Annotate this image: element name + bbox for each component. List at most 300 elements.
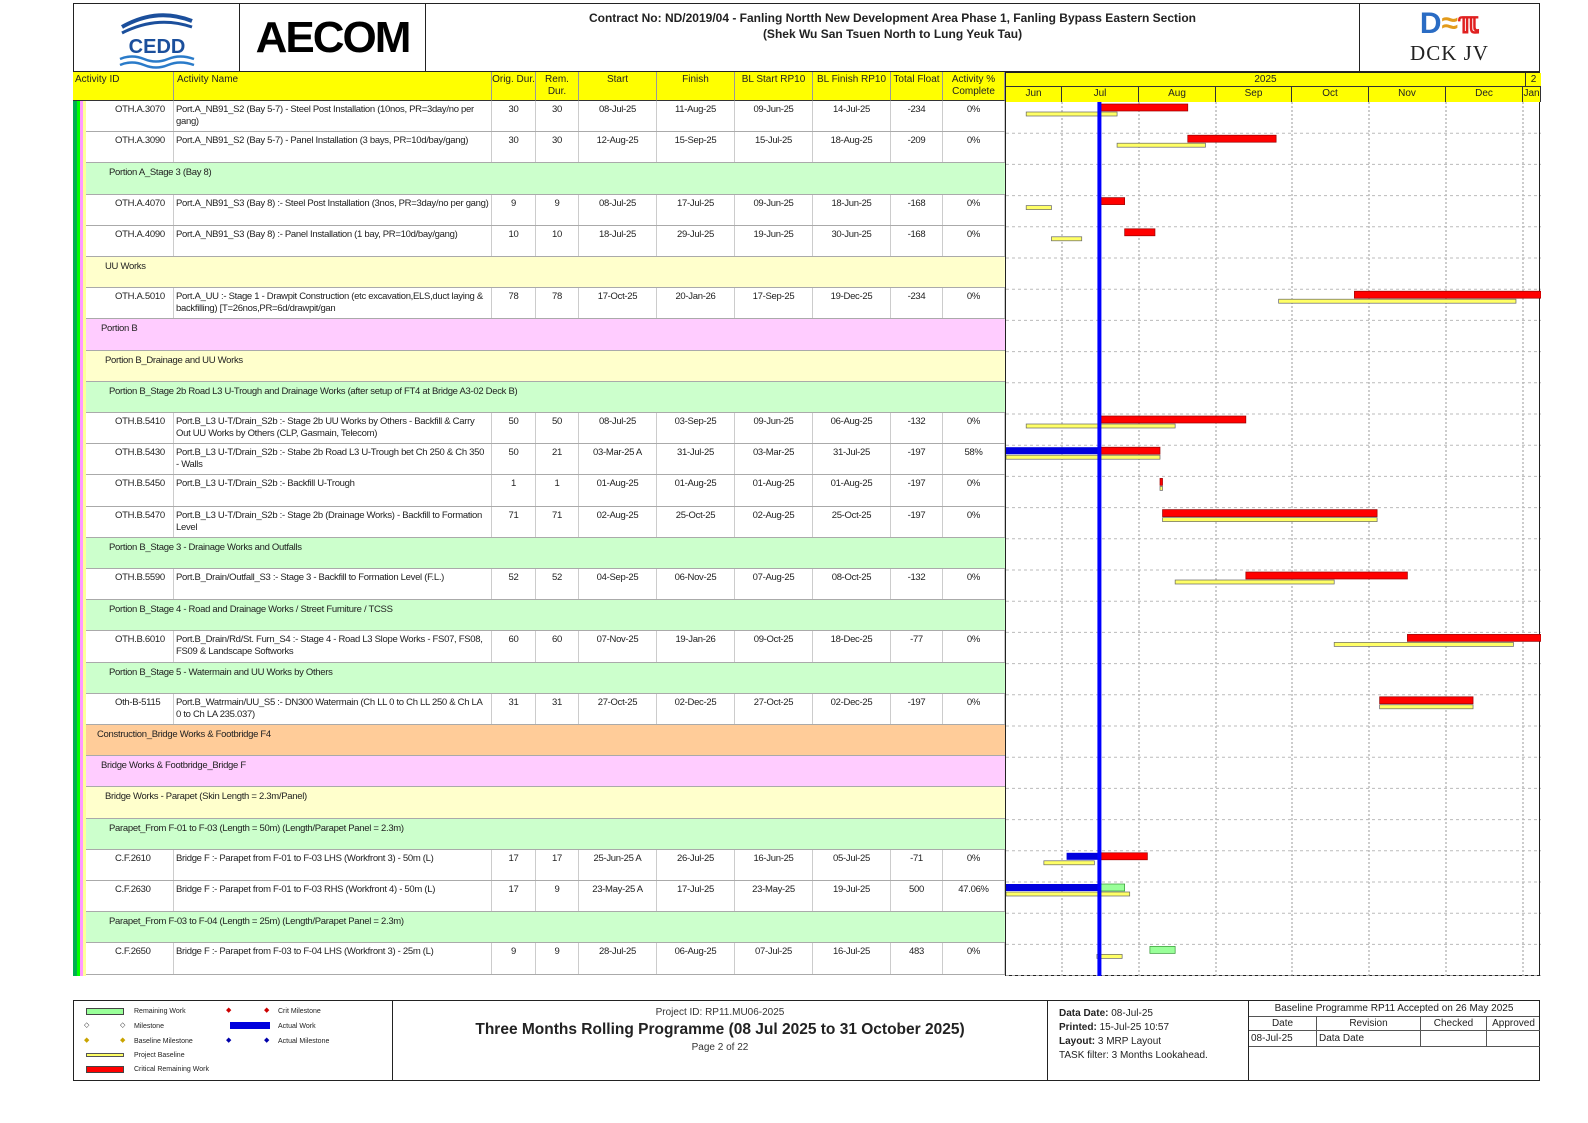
crit-milestone-icon: ◆ <box>264 1007 270 1014</box>
year-next-header: 2 <box>1526 73 1541 87</box>
activity-name: Port.B_Drain/Rd/St. Furn_S4 :- Stage 4 - Road L3 Slope Works - FS07, FS08, FS09 & Landscape Softworks <box>174 631 492 661</box>
total-float: -168 <box>891 195 943 225</box>
finish-date: 01-Aug-25 <box>657 475 735 505</box>
col-bl-finish[interactable]: BL Finish RP10 <box>813 72 891 101</box>
baseline-bar <box>1163 518 1378 522</box>
pct-complete: 0% <box>943 413 1005 443</box>
remaining-bar <box>1099 884 1124 891</box>
col-total-float[interactable]: Total Float <box>891 72 943 101</box>
bl-finish: 18-Dec-25 <box>813 631 891 661</box>
bl-start: 07-Aug-25 <box>735 569 813 599</box>
baseline-note: Baseline Programme RP11 Accepted on 26 May 2025 <box>1249 1001 1539 1017</box>
critical-remaining-bar <box>1099 198 1124 205</box>
programme-title: Three Months Rolling Programme (08 Jul 2025 to 31 October 2025) <box>475 1021 965 1038</box>
critical-remaining-bar <box>1125 229 1155 236</box>
data-date-line <box>1097 102 1101 976</box>
wbs-group-label: Portion A_Stage 3 (Bay 8) <box>109 167 212 179</box>
activity-row[interactable] <box>73 195 1005 226</box>
legend-baseline-label: Project Baseline <box>134 1052 185 1059</box>
pct-complete: 0% <box>943 195 1005 225</box>
pct-complete: 47.06% <box>943 881 1005 911</box>
bl-start: 03-Mar-25 <box>735 444 813 474</box>
rev-checked <box>1421 1031 1487 1047</box>
wbs-group-row[interactable] <box>73 257 1005 288</box>
total-float: -197 <box>891 475 943 505</box>
orig-dur: 10 <box>492 226 536 256</box>
activity-row[interactable] <box>73 132 1005 163</box>
pct-complete: 0% <box>943 569 1005 599</box>
total-float: 483 <box>891 943 943 973</box>
wbs-group-row[interactable] <box>73 912 1005 943</box>
total-float: -209 <box>891 132 943 162</box>
footer-title-block <box>393 1001 1048 1080</box>
rev-col-approved: Approved <box>1492 1018 1535 1029</box>
start-date: 08-Jul-25 <box>579 101 657 131</box>
data-date-label: Data Date: <box>1059 1008 1109 1019</box>
bl-start: 17-Sep-25 <box>735 288 813 318</box>
bl-start: 09-Oct-25 <box>735 631 813 661</box>
wbs-group-label: Portion B_Stage 2b Road L3 U-Trough and Drainage Works (after setup of FT4 at Bridge A3-02 Deck B) <box>109 385 518 397</box>
bl-start: 23-May-25 <box>735 881 813 911</box>
bl-finish: 16-Jul-25 <box>813 943 891 973</box>
bl-finish: 19-Dec-25 <box>813 288 891 318</box>
bl-finish: 14-Jul-25 <box>813 101 891 131</box>
rem-dur: 17 <box>536 850 579 880</box>
baseline-bar <box>1006 892 1130 896</box>
bl-start: 19-Jun-25 <box>735 226 813 256</box>
activity-name: Port.B_Drain/Outfall_S3 :- Stage 3 - Backfill to Formation Level (F.L.) <box>174 569 492 599</box>
bl-start: 07-Jul-25 <box>735 943 813 973</box>
printed-value: 15-Jul-25 10:57 <box>1099 1022 1170 1033</box>
rem-dur: 9 <box>536 943 579 973</box>
start-date: 25-Jun-25 A <box>579 850 657 880</box>
start-date: 08-Jul-25 <box>579 195 657 225</box>
orig-dur: 30 <box>492 101 536 131</box>
activity-row[interactable] <box>73 507 1005 538</box>
activity-row[interactable] <box>73 569 1005 600</box>
orig-dur: 17 <box>492 881 536 911</box>
total-float: -197 <box>891 444 943 474</box>
month-header: Jun <box>1006 87 1062 102</box>
pct-complete: 0% <box>943 132 1005 162</box>
start-date: 01-Aug-25 <box>579 475 657 505</box>
pct-complete: 0% <box>943 694 1005 724</box>
col-pct-complete[interactable]: Activity % Complete <box>943 72 1005 101</box>
rem-dur: 30 <box>536 132 579 162</box>
dck-logo-text: DCK JV <box>1410 41 1489 65</box>
finish-date: 17-Jul-25 <box>657 195 735 225</box>
baseline-bar <box>1026 112 1117 116</box>
pct-complete: 0% <box>943 850 1005 880</box>
month-header: Dec <box>1446 87 1523 102</box>
wbs-group-row[interactable] <box>73 538 1005 569</box>
activity-name: Port.B_L3 U-T/Drain_S2b :- Stabe 2b Road L3 U-Trough bet Ch 250 & Ch 350 - Walls <box>174 444 492 474</box>
legend-actual-label: Actual Work <box>278 1023 316 1030</box>
critical-remaining-bar <box>1188 135 1276 142</box>
rem-dur: 10 <box>536 226 579 256</box>
start-date: 04-Sep-25 <box>579 569 657 599</box>
bl-start: 01-Aug-25 <box>735 475 813 505</box>
pct-complete: 58% <box>943 444 1005 474</box>
total-float: -197 <box>891 507 943 537</box>
wbs-group-row[interactable] <box>73 351 1005 382</box>
printed-label: Printed: <box>1059 1022 1097 1033</box>
total-float: 500 <box>891 881 943 911</box>
critical-remaining-bar <box>1354 291 1541 298</box>
actual-bar <box>1006 447 1099 454</box>
legend-crit-milestone-label: Crit Milestone <box>278 1008 321 1015</box>
data-date-value: 08-Jul-25 <box>1111 1008 1153 1019</box>
wbs-group-row[interactable] <box>73 382 1005 413</box>
critical-remaining-bar <box>1099 104 1187 111</box>
legend-critical-label: Critical Remaining Work <box>134 1066 209 1073</box>
bl-finish: 01-Aug-25 <box>813 475 891 505</box>
month-header: Nov <box>1369 87 1446 102</box>
total-float: -77 <box>891 631 943 661</box>
finish-date: 15-Sep-25 <box>657 132 735 162</box>
activity-name: Port.B_L3 U-T/Drain_S2b :- Backfill U-Trough <box>174 475 492 505</box>
activity-id: OTH.A.5010 <box>73 288 174 318</box>
print-info <box>1059 1007 1249 1063</box>
rev-col-checked: Checked <box>1421 1017 1487 1031</box>
orig-dur: 1 <box>492 475 536 505</box>
orig-dur: 9 <box>492 195 536 225</box>
activity-id: C.F.2630 <box>73 881 174 911</box>
pct-complete: 0% <box>943 288 1005 318</box>
activity-id: OTH.B.5410 <box>73 413 174 443</box>
orig-dur: 9 <box>492 943 536 973</box>
activity-row[interactable] <box>73 444 1005 475</box>
activity-id: C.F.2610 <box>73 850 174 880</box>
finish-date: 20-Jan-26 <box>657 288 735 318</box>
pct-complete: 0% <box>943 101 1005 131</box>
wbs-group-label: Portion B_Drainage and UU Works <box>105 354 243 366</box>
activity-row[interactable] <box>73 413 1005 444</box>
activity-name: Port.A_NB91_S3 (Bay 8) :- Steel Post Installation (3nos, PR=3day/no per gang) <box>174 195 492 225</box>
baseline-bar <box>1044 861 1094 865</box>
rev-approved <box>1487 1031 1540 1047</box>
activity-table <box>73 72 1005 976</box>
wbs-group-label: Bridge Works & Footbridge_Bridge F <box>101 760 246 772</box>
month-header: Sep <box>1216 87 1292 102</box>
bl-finish: 06-Aug-25 <box>813 413 891 443</box>
revision-header <box>1249 1017 1540 1031</box>
wbs-group-row[interactable] <box>73 600 1005 631</box>
activity-row[interactable] <box>73 101 1005 132</box>
wbs-group-row[interactable] <box>73 725 1005 756</box>
activity-id: OTH.B.6010 <box>73 631 174 661</box>
wbs-group-row[interactable] <box>73 787 1005 818</box>
bl-start: 27-Oct-25 <box>735 694 813 724</box>
activity-id: OTH.B.5470 <box>73 507 174 537</box>
orig-dur: 30 <box>492 132 536 162</box>
wbs-group-row[interactable] <box>73 163 1005 194</box>
bl-start: 09-Jun-25 <box>735 413 813 443</box>
activity-name: Bridge F :- Parapet from F-01 to F-03 RHS (Workfront 4) - 50m (L) <box>174 881 492 911</box>
rev-revision: Data Date <box>1319 1031 1421 1047</box>
bl-finish: 18-Aug-25 <box>813 132 891 162</box>
legend-baseline-swatch <box>86 1053 124 1057</box>
start-date: 28-Jul-25 <box>579 943 657 973</box>
activity-id: OTH.A.3070 <box>73 101 174 131</box>
start-date: 02-Aug-25 <box>579 507 657 537</box>
total-float: -71 <box>891 850 943 880</box>
baseline-bar <box>1117 143 1205 147</box>
actual-milestone-icon: ◆ <box>226 1037 232 1044</box>
critical-remaining-bar <box>1163 510 1378 517</box>
orig-dur: 50 <box>492 413 536 443</box>
legend <box>74 1001 393 1080</box>
finish-date: 02-Dec-25 <box>657 694 735 724</box>
rem-dur: 31 <box>536 694 579 724</box>
bl-start: 09-Jun-25 <box>735 195 813 225</box>
dck-marks-icon: D≈ℼ <box>1419 7 1480 40</box>
revision-row <box>1249 1031 1540 1047</box>
finish-date: 17-Jul-25 <box>657 881 735 911</box>
activity-name: Port.B_L3 U-T/Drain_S2b :- Stage 2b (Drainage Works) - Backfill to Formation Level <box>174 507 492 537</box>
finish-date: 19-Jan-26 <box>657 631 735 661</box>
orig-dur: 60 <box>492 631 536 661</box>
rem-dur: 60 <box>536 631 579 661</box>
wbs-group-label: Bridge Works - Parapet (Skin Length = 2.3m/Panel) <box>105 791 307 803</box>
rem-dur: 50 <box>536 413 579 443</box>
aecom-logo: AECOM <box>240 4 426 71</box>
col-rem-dur[interactable]: Rem. Dur. <box>536 72 579 101</box>
activity-row[interactable] <box>73 475 1005 506</box>
wbs-group-label: UU Works <box>105 261 146 272</box>
year-header: 2025 <box>1006 73 1526 87</box>
activity-row[interactable] <box>73 881 1005 912</box>
critical-remaining-bar <box>1099 853 1147 860</box>
title-line-2: (Shek Wu San Tsuen North to Lung Yeuk Tau) <box>762 27 1023 41</box>
activity-id: Oth-B-5115 <box>73 694 174 724</box>
gantt-chart <box>1005 72 1540 976</box>
wbs-group-label: Parapet_From F-03 to F-04 (Length = 25m) (Length/Parapet Panel = 2.3m) <box>109 916 404 928</box>
bl-finish: 25-Oct-25 <box>813 507 891 537</box>
pct-complete: 0% <box>943 475 1005 505</box>
start-date: 03-Mar-25 A <box>579 444 657 474</box>
activity-id: C.F.2650 <box>73 943 174 973</box>
baseline-bar <box>1279 299 1516 303</box>
finish-date: 11-Aug-25 <box>657 101 735 131</box>
wbs-color-bands <box>73 101 86 976</box>
col-finish[interactable]: Finish <box>657 72 735 101</box>
col-activity-id[interactable]: Activity ID <box>73 72 174 101</box>
activity-row[interactable] <box>73 631 1005 662</box>
activity-row[interactable] <box>73 226 1005 257</box>
month-header: Oct <box>1292 87 1369 102</box>
start-date: 08-Jul-25 <box>579 413 657 443</box>
rem-dur: 9 <box>536 881 579 911</box>
report-header <box>73 3 1540 72</box>
activity-id: OTH.A.3090 <box>73 132 174 162</box>
orig-dur: 50 <box>492 444 536 474</box>
actual-bar <box>1006 884 1099 891</box>
rev-col-revision: Revision <box>1317 1017 1421 1031</box>
finish-date: 06-Aug-25 <box>657 943 735 973</box>
bl-finish: 19-Jul-25 <box>813 881 891 911</box>
baseline-bar <box>1006 455 1160 459</box>
rem-dur: 78 <box>536 288 579 318</box>
rev-col-date: Date <box>1249 1017 1317 1031</box>
bl-finish: 31-Jul-25 <box>813 444 891 474</box>
rem-dur: 52 <box>536 569 579 599</box>
start-date: 27-Oct-25 <box>579 694 657 724</box>
cedd-logo-text: CEDD <box>128 36 185 58</box>
rem-dur: 30 <box>536 101 579 131</box>
rem-dur: 9 <box>536 195 579 225</box>
rem-dur: 1 <box>536 475 579 505</box>
activity-row[interactable] <box>73 694 1005 725</box>
critical-remaining-bar <box>1099 447 1160 454</box>
baseline-milestone-icon: ◆ <box>84 1037 90 1044</box>
milestone-icon: ◇ <box>120 1022 126 1029</box>
orig-dur: 78 <box>492 288 536 318</box>
total-float: -197 <box>891 694 943 724</box>
legend-critical-swatch <box>86 1066 124 1073</box>
layout-label: Layout: <box>1059 1036 1096 1047</box>
pct-complete: 0% <box>943 507 1005 537</box>
activity-id: OTH.B.5450 <box>73 475 174 505</box>
wbs-group-row[interactable] <box>73 663 1005 694</box>
wbs-group-label: Parapet_From F-01 to F-03 (Length = 50m) (Length/Parapet Panel = 2.3m) <box>109 822 404 834</box>
activity-id: OTH.A.4090 <box>73 226 174 256</box>
bl-finish: 02-Dec-25 <box>813 694 891 724</box>
total-float: -168 <box>891 226 943 256</box>
remaining-bar <box>1150 946 1175 953</box>
total-float: -234 <box>891 101 943 131</box>
finish-date: 25-Oct-25 <box>657 507 735 537</box>
legend-actual-milestone-label: Actual Milestone <box>278 1038 330 1045</box>
month-header: Aug <box>1139 87 1216 102</box>
wbs-group-row[interactable] <box>73 319 1005 350</box>
finish-date: 06-Nov-25 <box>657 569 735 599</box>
critical-remaining-bar <box>1160 478 1163 485</box>
critical-remaining-bar <box>1246 572 1408 579</box>
col-activity-name[interactable]: Activity Name <box>174 72 492 101</box>
start-date: 12-Aug-25 <box>579 132 657 162</box>
pct-complete: 0% <box>943 631 1005 661</box>
finish-date: 29-Jul-25 <box>657 226 735 256</box>
legend-remaining-swatch <box>86 1008 124 1015</box>
wbs-group-row[interactable] <box>73 819 1005 850</box>
crit-milestone-icon: ◆ <box>226 1007 232 1014</box>
bl-finish: 08-Oct-25 <box>813 569 891 599</box>
col-bl-start[interactable]: BL Start RP10 <box>735 72 813 101</box>
task-filter: TASK filter: 3 Months Lookahead. <box>1059 1050 1208 1061</box>
cedd-logo <box>74 4 240 71</box>
finish-date: 31-Jul-25 <box>657 444 735 474</box>
baseline-bar <box>1175 580 1334 584</box>
rev-date: 08-Jul-25 <box>1251 1031 1317 1047</box>
orig-dur: 71 <box>492 507 536 537</box>
baseline-bar <box>1026 206 1051 210</box>
activity-id: OTH.A.4070 <box>73 195 174 225</box>
wbs-group-label: Portion B_Stage 5 - Watermain and UU Works by Others <box>109 666 333 678</box>
start-date: 23-May-25 A <box>579 881 657 911</box>
baseline-bar <box>1160 486 1163 490</box>
activity-row[interactable] <box>73 943 1005 974</box>
actual-milestone-icon: ◆ <box>264 1037 270 1044</box>
rem-dur: 21 <box>536 444 579 474</box>
total-float: -234 <box>891 288 943 318</box>
activity-id: OTH.B.5430 <box>73 444 174 474</box>
critical-remaining-bar <box>1407 634 1541 641</box>
activity-name: Port.B_L3 U-T/Drain_S2b :- Stage 2b UU Works by Others - Backfill & Carry Out UU Works by Others (CLP, Gasmain, Telecom) <box>174 413 492 443</box>
cedd-wave-icon <box>112 9 202 71</box>
title-line-1: Contract No: ND/2019/04 - Fanling Nortth New Development Area Phase 1, Fanling Bypass Eastern Section <box>588 11 1197 25</box>
dck-logo <box>1359 4 1539 71</box>
bl-start: 09-Jun-25 <box>735 101 813 131</box>
wbs-group-label: Portion B_Stage 3 - Drainage Works and Outfalls <box>109 541 302 553</box>
orig-dur: 31 <box>492 694 536 724</box>
start-date: 07-Nov-25 <box>579 631 657 661</box>
milestone-icon: ◇ <box>84 1022 90 1029</box>
contract-title <box>426 4 1359 71</box>
legend-actual-swatch <box>230 1022 270 1029</box>
bl-start: 16-Jun-25 <box>735 850 813 880</box>
legend-remaining-label: Remaining Work <box>134 1008 186 1015</box>
month-header: Jan <box>1523 87 1541 102</box>
wbs-group-label: Portion B <box>101 323 138 335</box>
finish-date: 03-Sep-25 <box>657 413 735 443</box>
critical-remaining-bar <box>1099 416 1245 423</box>
legend-milestone-label: Milestone <box>134 1023 164 1030</box>
baseline-bar <box>1334 642 1513 646</box>
revision-block <box>1248 1001 1539 1080</box>
rem-dur: 71 <box>536 507 579 537</box>
orig-dur: 52 <box>492 569 536 599</box>
report-footer <box>73 1000 1540 1081</box>
baseline-bar <box>1380 705 1473 709</box>
finish-date: 26-Jul-25 <box>657 850 735 880</box>
activity-name: Port.A_NB91_S2 (Bay 5-7) - Panel Installation (3 bays, PR=10d/bay/gang) <box>174 132 492 162</box>
activity-name: Bridge F :- Parapet from F-03 to F-04 LHS (Workfront 3) - 25m (L) <box>174 943 492 973</box>
activity-name: Port.A_NB91_S3 (Bay 8) :- Panel Installation (1 bay, PR=10d/bay/gang) <box>174 226 492 256</box>
activity-name: Port.A_NB91_S2 (Bay 5-7) - Steel Post Installation (10nos, PR=3day/no per gang) <box>174 101 492 131</box>
baseline-milestone-icon: ◆ <box>120 1037 126 1044</box>
activity-row[interactable] <box>73 850 1005 881</box>
start-date: 18-Jul-25 <box>579 226 657 256</box>
activity-name: Port.B_Watrmain/UU_S5 :- DN300 Watermain (Ch LL 0 to Ch LL 250 & Ch LA 0 to Ch LA 235.037) <box>174 694 492 724</box>
total-float: -132 <box>891 413 943 443</box>
page-number: Page 2 of 22 <box>691 1042 749 1053</box>
bl-start: 02-Aug-25 <box>735 507 813 537</box>
activity-row[interactable] <box>73 288 1005 319</box>
critical-remaining-bar <box>1380 697 1473 704</box>
col-start[interactable]: Start <box>579 72 657 101</box>
layout-value: 3 MRP Layout <box>1097 1036 1162 1047</box>
total-float: -132 <box>891 569 943 599</box>
orig-dur: 17 <box>492 850 536 880</box>
activity-name: Bridge F :- Parapet from F-01 to F-03 LHS (Workfront 3) - 50m (L) <box>174 850 492 880</box>
actual-bar <box>1067 853 1100 860</box>
start-date: 17-Oct-25 <box>579 288 657 318</box>
wbs-group-row[interactable] <box>73 756 1005 787</box>
bl-finish: 30-Jun-25 <box>813 226 891 256</box>
project-id: Project ID: RP11.MU06-2025 <box>655 1007 785 1018</box>
legend-baseline-milestone-label: Baseline Milestone <box>134 1038 193 1045</box>
bl-finish: 18-Jun-25 <box>813 195 891 225</box>
baseline-bar <box>1051 237 1081 241</box>
col-orig-dur[interactable]: Orig. Dur. <box>492 72 536 101</box>
month-header: Jul <box>1062 87 1139 102</box>
activity-name: Port.A_UU :- Stage 1 - Drawpit Construction (etc excavation,ELS,duct laying & backfilling) [T=26nos,PR=6d/drawpit/gan <box>174 288 492 318</box>
wbs-group-label: Construction_Bridge Works & Footbridge F4 <box>97 729 271 740</box>
pct-complete: 0% <box>943 226 1005 256</box>
bl-finish: 05-Jul-25 <box>813 850 891 880</box>
bl-start: 15-Jul-25 <box>735 132 813 162</box>
